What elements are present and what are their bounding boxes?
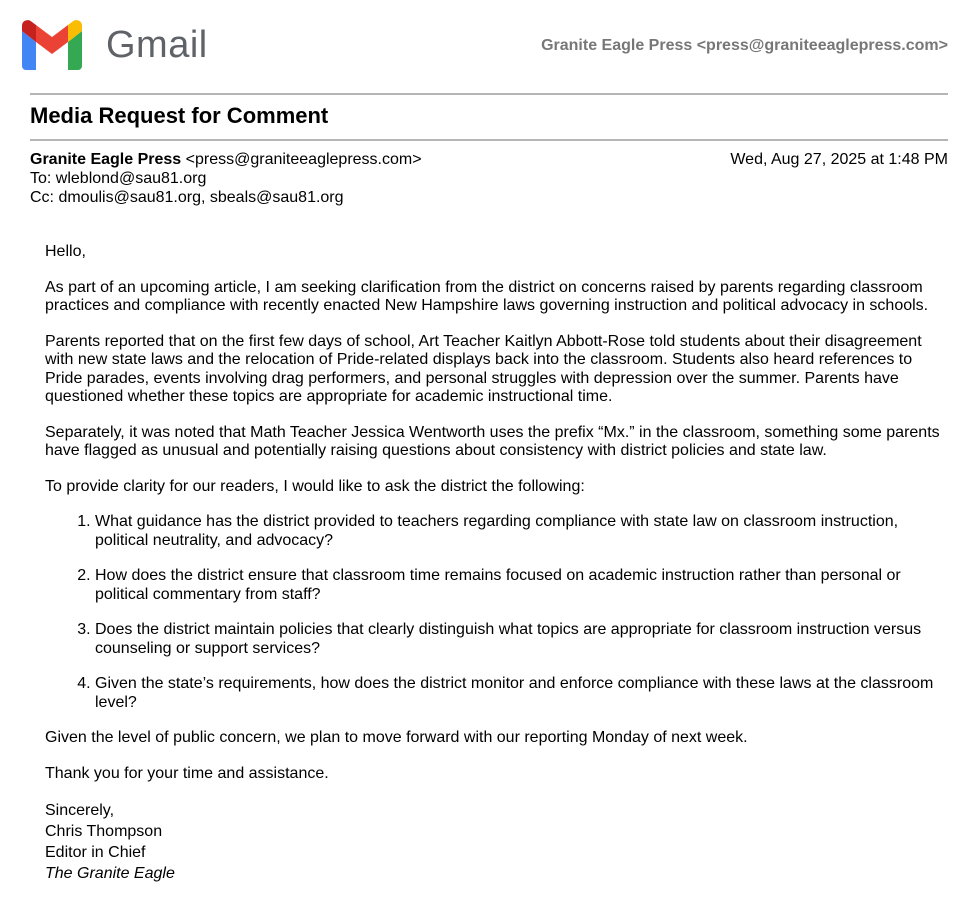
email-subject: Media Request for Comment [30, 103, 329, 128]
question-list [45, 513, 945, 712]
closing-paragraph: Thank you for your time and assistance. [45, 764, 329, 782]
sent-date: Wed, Aug 27, 2025 at 1:48 PM [730, 151, 948, 168]
header-divider [30, 93, 948, 95]
cc-row: Cc: dmoulis@sau81.org, sbeals@sau81.org [30, 189, 344, 206]
subject-divider [30, 139, 948, 141]
signature-title: Editor in Chief [45, 844, 146, 861]
question-item: 3. Does the district maintain policies that clearly distinguish what topics are appropriate for classroom instruction versus counseling or support services? [95, 621, 945, 658]
signature-salutation: Sincerely, [45, 802, 115, 819]
from-row [30, 150, 948, 169]
question-item: 1. What guidance has the district provided to teachers regarding compliance with state law on classroom instruction, political neutrality, and advocacy? [95, 513, 945, 550]
account-name: Granite Eagle Press <press@graniteeaglepress.com> [541, 37, 948, 54]
gmail-wordmark: Gmail [106, 24, 208, 66]
closing-paragraph: Given the level of public concern, we plan to move forward with our reporting Monday of next week. [45, 729, 748, 746]
gmail-logo [22, 20, 208, 70]
question-item: 4. Given the state’s requirements, how does the district monitor and enforce compliance with these laws at the classroom level? [95, 675, 945, 712]
to-row: To: wleblond@sau81.org [30, 170, 207, 187]
signature [45, 800, 945, 884]
body-paragraph: As part of an upcoming article, I am seeking clarification from the district on concerns raised by parents regarding classroom practices and compliance with recently enacted New Hampshire laws governing instruction and political advocacy in schools. [45, 278, 929, 314]
signature-name: Chris Thompson [45, 823, 163, 840]
body-paragraph: Separately, it was noted that Math Teacher Jessica Wentworth uses the prefix “Mx.” in the classroom, something some parents have flagged as unusual and potentially raising questions about consistency with district policies and state law. [45, 423, 940, 459]
print-header [22, 18, 948, 74]
gmail-logo-icon [22, 20, 82, 70]
signature-publication: The Granite Eagle [45, 865, 175, 882]
email-body [45, 243, 945, 884]
body-paragraph: To provide clarity for our readers, I would like to ask the district the following: [45, 477, 585, 495]
sender-name: Granite Eagle Press [30, 151, 182, 168]
email-meta [30, 150, 948, 207]
question-item: 2. How does the district ensure that classroom time remains focused on academic instruction rather than personal or political commentary from staff? [95, 567, 945, 604]
body-paragraph: Parents reported that on the first few days of school, Art Teacher Kaitlyn Abbott-Rose told students about their disagreement with new state laws and the relocation of Pride-related displays back into the classroom. Students also heard references to Pride parades, events involving drag performers, and personal struggles with depression over the summer. Parents have questioned whether these topics are appropriate for academic instructional time. [45, 332, 922, 405]
sender-address: <press@graniteeaglepress.com> [185, 151, 422, 168]
greeting: Hello, [45, 243, 86, 260]
